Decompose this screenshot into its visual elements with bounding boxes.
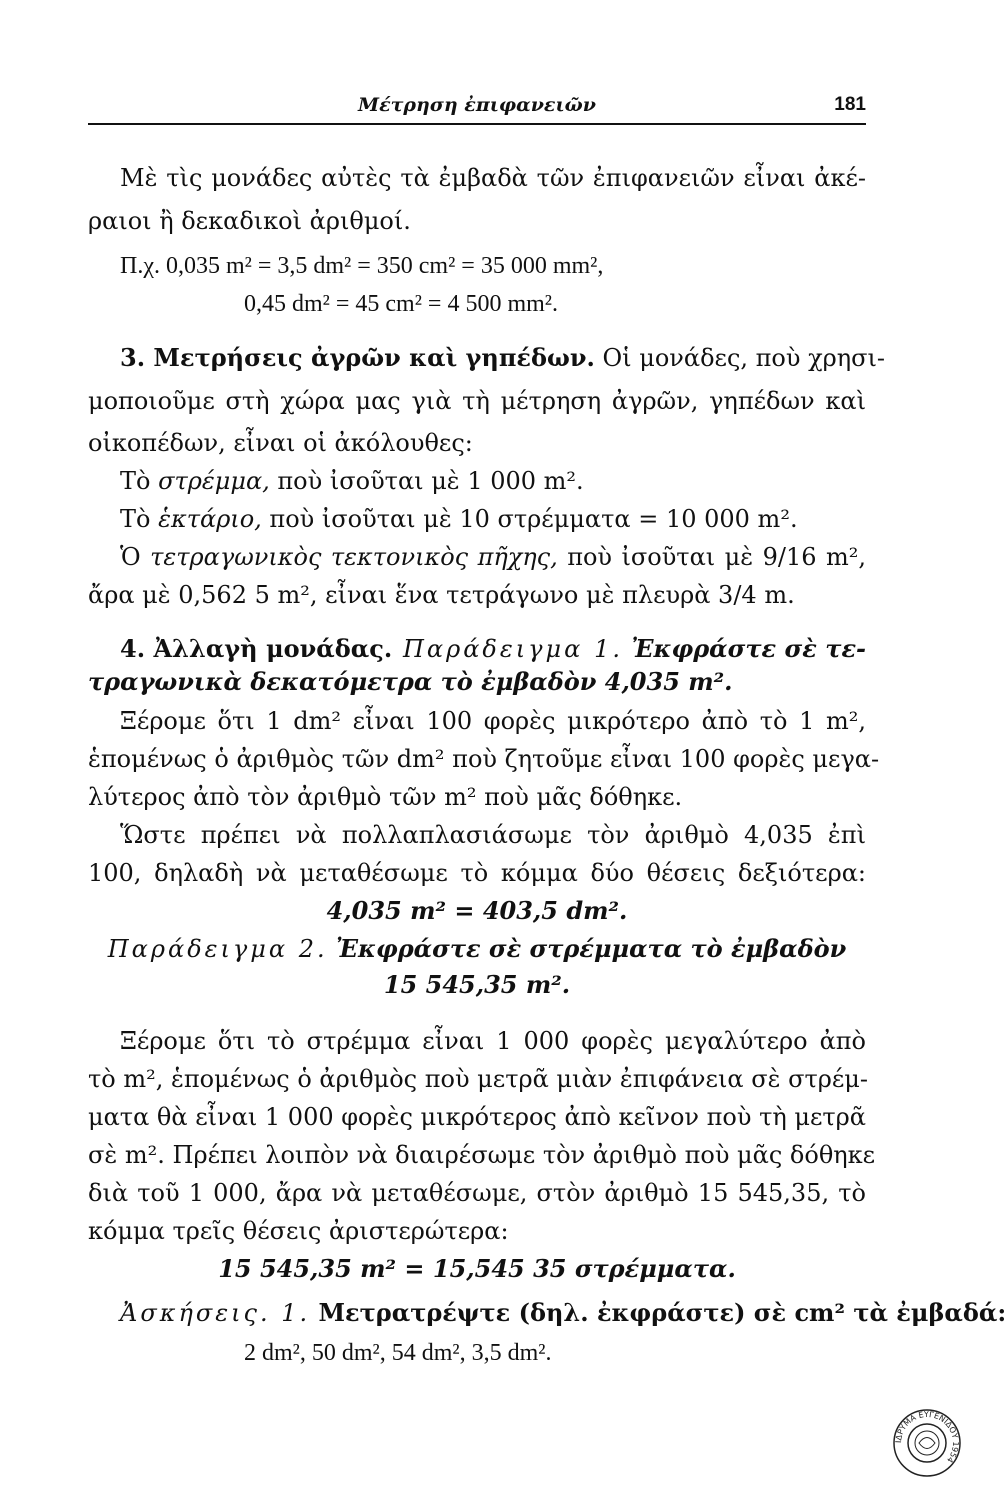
result-equation: 4,035 m² = 403,5 dm². [326,896,628,925]
result-equation: 15 545,35 m² = 15,545 35 στρέμματα. [218,1254,736,1283]
exercise-line: Ἀσκήσεις. 1. Μετρατρέψτε (δηλ. ἐκφράστε) σὲ cm² τὰ ἐμβαδά: [120,1298,1006,1327]
text-line: 100, δηλαδὴ νὰ μεταθέσωμε τὸ κόμμα δύο θέσεις δεξιότερα: [88,859,866,887]
text-line: κόμμα τρεῖς θέσεις ἀριστερώτερα: [88,1217,509,1245]
section-4-line: 4. Ἀλλαγὴ μονάδας. Παράδειγμα 1. Ἐκφράστε σὲ τε- [120,634,867,663]
running-header [88,94,866,124]
text-line: ματα θὰ εἶναι 1 000 φορὲς μικρότερος ἀπὸ κεῖνον ποὺ τὴ μετρᾶ [88,1103,866,1131]
example-equation: 0,45 dm² = 45 cm² = 4 500 mm². [244,291,558,317]
example-value: 15 545,35 m². [383,970,571,999]
text-line: οἰκοπέδων, εἶναι οἱ ἀκόλουθες: [88,429,473,457]
section-4-heading: 4. Ἀλλαγὴ μονάδας. [120,634,393,663]
seal-text: ΙΔΡΥΜΑ ΕΥΓΕΝΙΔΟΥ 1954 [893,1409,961,1465]
example-equation: Π.χ. 0,035 m² = 3,5 dm² = 350 cm² = 35 000 mm², [120,253,604,279]
text-line: σὲ m². Πρέπει λοιπὸν νὰ διαιρέσωμε τὸν ἀριθμὸ ποὺ μᾶς δόθηκε [88,1141,876,1169]
text-line: τὸ m², ἑπομένως ὁ ἀριθμὸς ποὺ μετρᾶ μιὰν ἐπιφάνεια σὲ στρέμ- [88,1065,868,1093]
text-line: Μὲ τὶς μονάδες αὐτὲς τὰ ἐμβαδὰ τῶν ἐπιφανειῶν εἶναι ἀκέ- [120,164,866,192]
term-pichys: τετραγωνικὸς τεκτονικὸς πῆχης, [150,543,558,571]
text-line: τραγωνικὰ δεκατόμετρα τὸ ἐμβαδὸν 4,035 m². [88,667,733,696]
text-line: λύτερος ἀπὸ τὸν ἀριθμὸ τῶν m² ποὺ μᾶς δόθηκε. [88,783,683,811]
running-title: Μέτρηση ἐπιφανειῶν [358,94,596,116]
text-line: μοποιοῦμε στὴ χώρα μας γιὰ τὴ μέτρηση ἀγρῶν, γηπέδων καὶ [88,387,866,415]
example-label: Παράδειγμα 2. [107,935,328,963]
example-line: Παράδειγμα 2. Ἐκφράστε σὲ στρέμματα τὸ ἐμβαδὸν [107,934,847,963]
term-hektario: ἑκτάριο, [158,505,262,533]
text-line: διὰ τοῦ 1 000, ἄρα νὰ μεταθέσωμε, στὸν ἀριθμὸ 15 545,35, τὸ [88,1179,866,1207]
definition-line: Τὸ ἑκτάριο, ποὺ ἰσοῦται μὲ 10 στρέμματα = 10 000 m². [120,505,798,533]
example-label: Παράδειγμα 1. [392,635,623,663]
term-stremma: στρέμμα, [158,467,270,495]
exercise-label: Ἀσκήσεις. 1. [120,1299,311,1327]
text-line: Ξέρομε ὅτι τὸ στρέμμα εἶναι 1 000 φορὲς μεγαλύτερο ἀπὸ [120,1027,866,1055]
section-3-heading: 3. Μετρήσεις ἀγρῶν καὶ γηπέδων. [120,343,595,372]
text-line: ἄρα μὲ 0,562 5 m², εἶναι ἕνα τετράγωνο μὲ πλευρὰ 3/4 m. [88,581,795,609]
text-span: Οἱ μονάδες, ποὺ χρησι- [594,344,886,372]
header-rule [88,123,866,125]
text-line: ραιοι ἢ δεκαδικοὶ ἀριθμοί. [88,207,411,235]
exercise-values: 2 dm², 50 dm², 54 dm², 3,5 dm². [244,1340,552,1366]
text-line: Ξέρομε ὅτι 1 dm² εἶναι 100 φορὲς μικρότερο ἀπὸ τὸ 1 m², [120,707,866,735]
text-line: ἑπομένως ὁ ἀριθμὸς τῶν dm² ποὺ ζητοῦμε εἶναι 100 φορὲς μεγα- [88,745,880,773]
definition-line: Τὸ στρέμμα, ποὺ ἰσοῦται μὲ 1 000 m². [120,467,584,495]
page-number: 181 [834,94,866,115]
definition-line: Ὁ τετραγωνικὸς τεκτονικὸς πῆχης, ποὺ ἰσοῦται μὲ 9/16 m², [120,543,866,571]
foundation-seal [892,1408,962,1478]
text-line: Ὥστε πρέπει νὰ πολλαπλασιάσωμε τὸν ἀριθμὸ 4,035 ἐπὶ [120,821,866,849]
section-3-line [120,340,886,376]
